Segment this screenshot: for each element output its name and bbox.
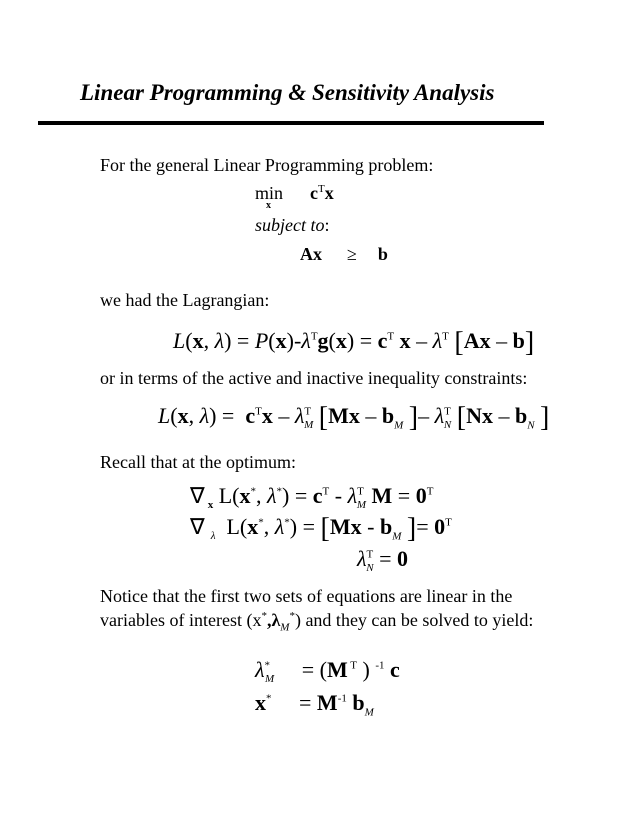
intro-text: For the general Linear Programming problem: — [100, 155, 434, 175]
page-title: Linear Programming & Sensitivity Analysis — [80, 80, 495, 105]
min-subscript: x — [266, 200, 271, 211]
notice-line-2: variables of interest $(x^*,\lambda_M^*)$ and they can be solved to yield: — [100, 610, 534, 634]
subject-to-label: subject to: — [255, 215, 330, 235]
optimum-equation-3: $\lambda^T_N = 0$ — [357, 546, 409, 575]
lagrangian-intro: we had the Lagrangian: — [100, 290, 270, 310]
active-lagrangian-equation: L(x, $\lambda) = c^Tx - \lambda^T_M$ [$Mx - b_M$ ]– $\lambda^T_N$ [$Nx - b_N$ ] — [158, 402, 550, 433]
solution-equation-1: $\lambda^*_M$ = (M $^T$ ) $^{-1}$ c — [255, 657, 400, 686]
optimum-equation-2: ∇ $_\lambda$ L(x*, $\lambda^*) = [Mx - b_M$ ]= $0^T$ — [190, 513, 452, 544]
constraint-expression: Ax ≥ b — [300, 244, 388, 264]
active-inactive-intro: or in terms of the active and inactive inequality constraints: — [100, 368, 528, 388]
solution-equation-2: x* = $M^{-1}$ $b_M$ — [255, 690, 374, 719]
notice-line-1: Notice that the first two sets of equations are linear in the — [100, 586, 513, 606]
lagrangian-equation: L(x, $\lambda) = P(x)-\lambda^Tg(x) = c^T$ x – $\lambda^T$ [Ax – b] — [173, 327, 535, 358]
optimum-intro: Recall that at the optimum: — [100, 452, 296, 472]
min-operator: min x — [255, 183, 284, 211]
vector-x: x — [324, 183, 334, 203]
objective-expression: min x $c^Tx$ — [255, 183, 334, 211]
vector-c: c — [310, 183, 319, 203]
optimum-equation-1: ∇ $_x$ L(x*, $\lambda^*) = c^T - \lambda^T_M$ $M = 0^T$ — [190, 483, 434, 512]
title-underline — [38, 121, 544, 125]
